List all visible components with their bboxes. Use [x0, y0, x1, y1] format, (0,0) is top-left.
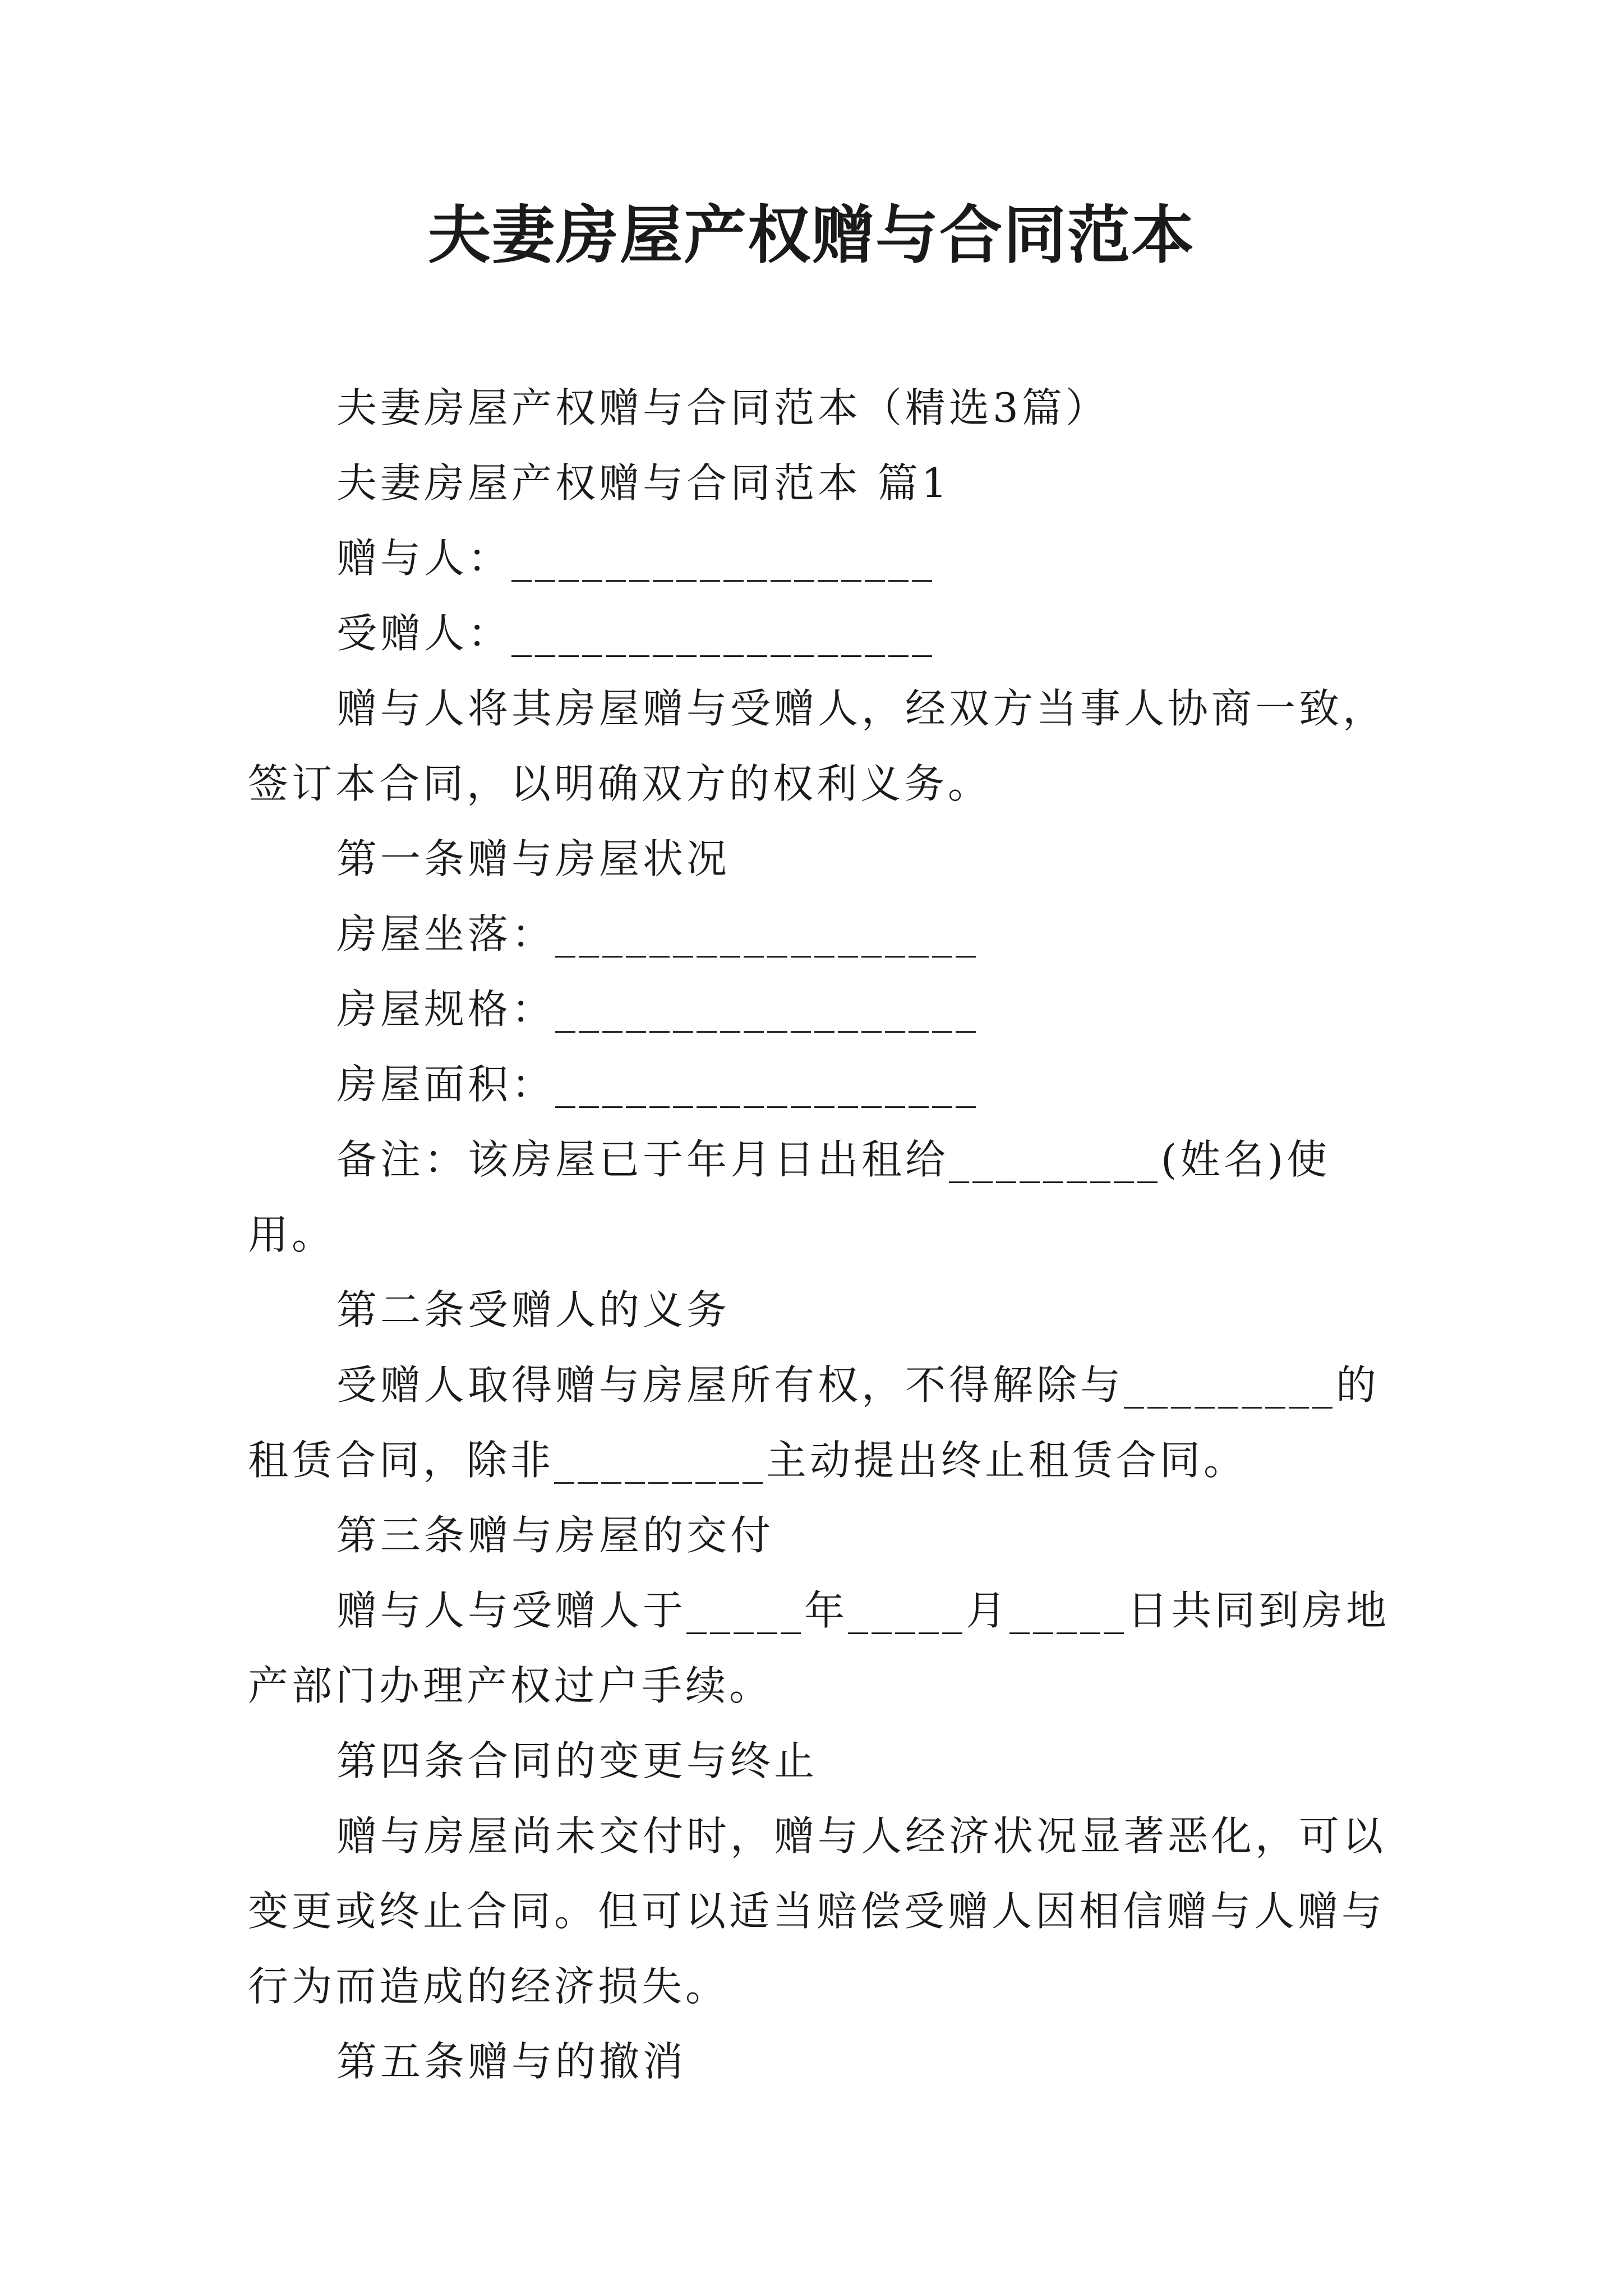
paragraph-recipient: 受赠人：__________________: [336, 610, 936, 657]
paragraph-article-4: 第四条合同的变更与终止: [336, 1737, 818, 1784]
paragraph-article-1: 第一条赠与房屋状况: [336, 835, 731, 882]
document-title: 夫妻房屋产权赠与合同范本: [428, 199, 1195, 272]
paragraph-spec: 房屋规格：__________________: [336, 986, 980, 1033]
paragraph-article-2: 第二条受赠人的义务: [336, 1286, 731, 1333]
paragraph-article-3-body: 赠与人与受赠人于_____年_____月_____日共同到房地产部门办理产权过户手续。: [248, 1587, 1390, 1709]
paragraph-donor: 赠与人：__________________: [336, 535, 936, 582]
paragraph-note: 备注：该房屋已于年月日出租给_________(姓名)使用。: [248, 1136, 1331, 1258]
paragraph-article-3: 第三条赠与房屋的交付: [336, 1512, 774, 1559]
paragraph-location: 房屋坐落：__________________: [336, 910, 980, 958]
paragraph-area: 房屋面积：__________________: [336, 1061, 980, 1108]
paragraph-section-heading: 夫妻房屋产权赠与合同范本 篇1: [336, 459, 951, 507]
document-body: [248, 370, 1414, 2099]
paragraph-article-4-body: 赠与房屋尚未交付时，赠与人经济状况显著恶化，可以变更或终止合同。但可以适当赔偿受赠人因相信赠与人赠与行为而造成的经济损失。: [248, 1812, 1387, 2010]
paragraph-subtitle: 夫妻房屋产权赠与合同范本（精选3篇）: [336, 384, 1109, 431]
paragraph-article-2-body: 受赠人取得赠与房屋所有权，不得解除与_________的租赁合同，除非_________主动提出终止租赁合同。: [248, 1361, 1380, 1484]
paragraph-article-5: 第五条赠与的撤消: [336, 2038, 687, 2085]
paragraph-intro: 赠与人将其房屋赠与受赠人，经双方当事人协商一致，签订本合同，以明确双方的权利义务。: [248, 685, 1387, 807]
